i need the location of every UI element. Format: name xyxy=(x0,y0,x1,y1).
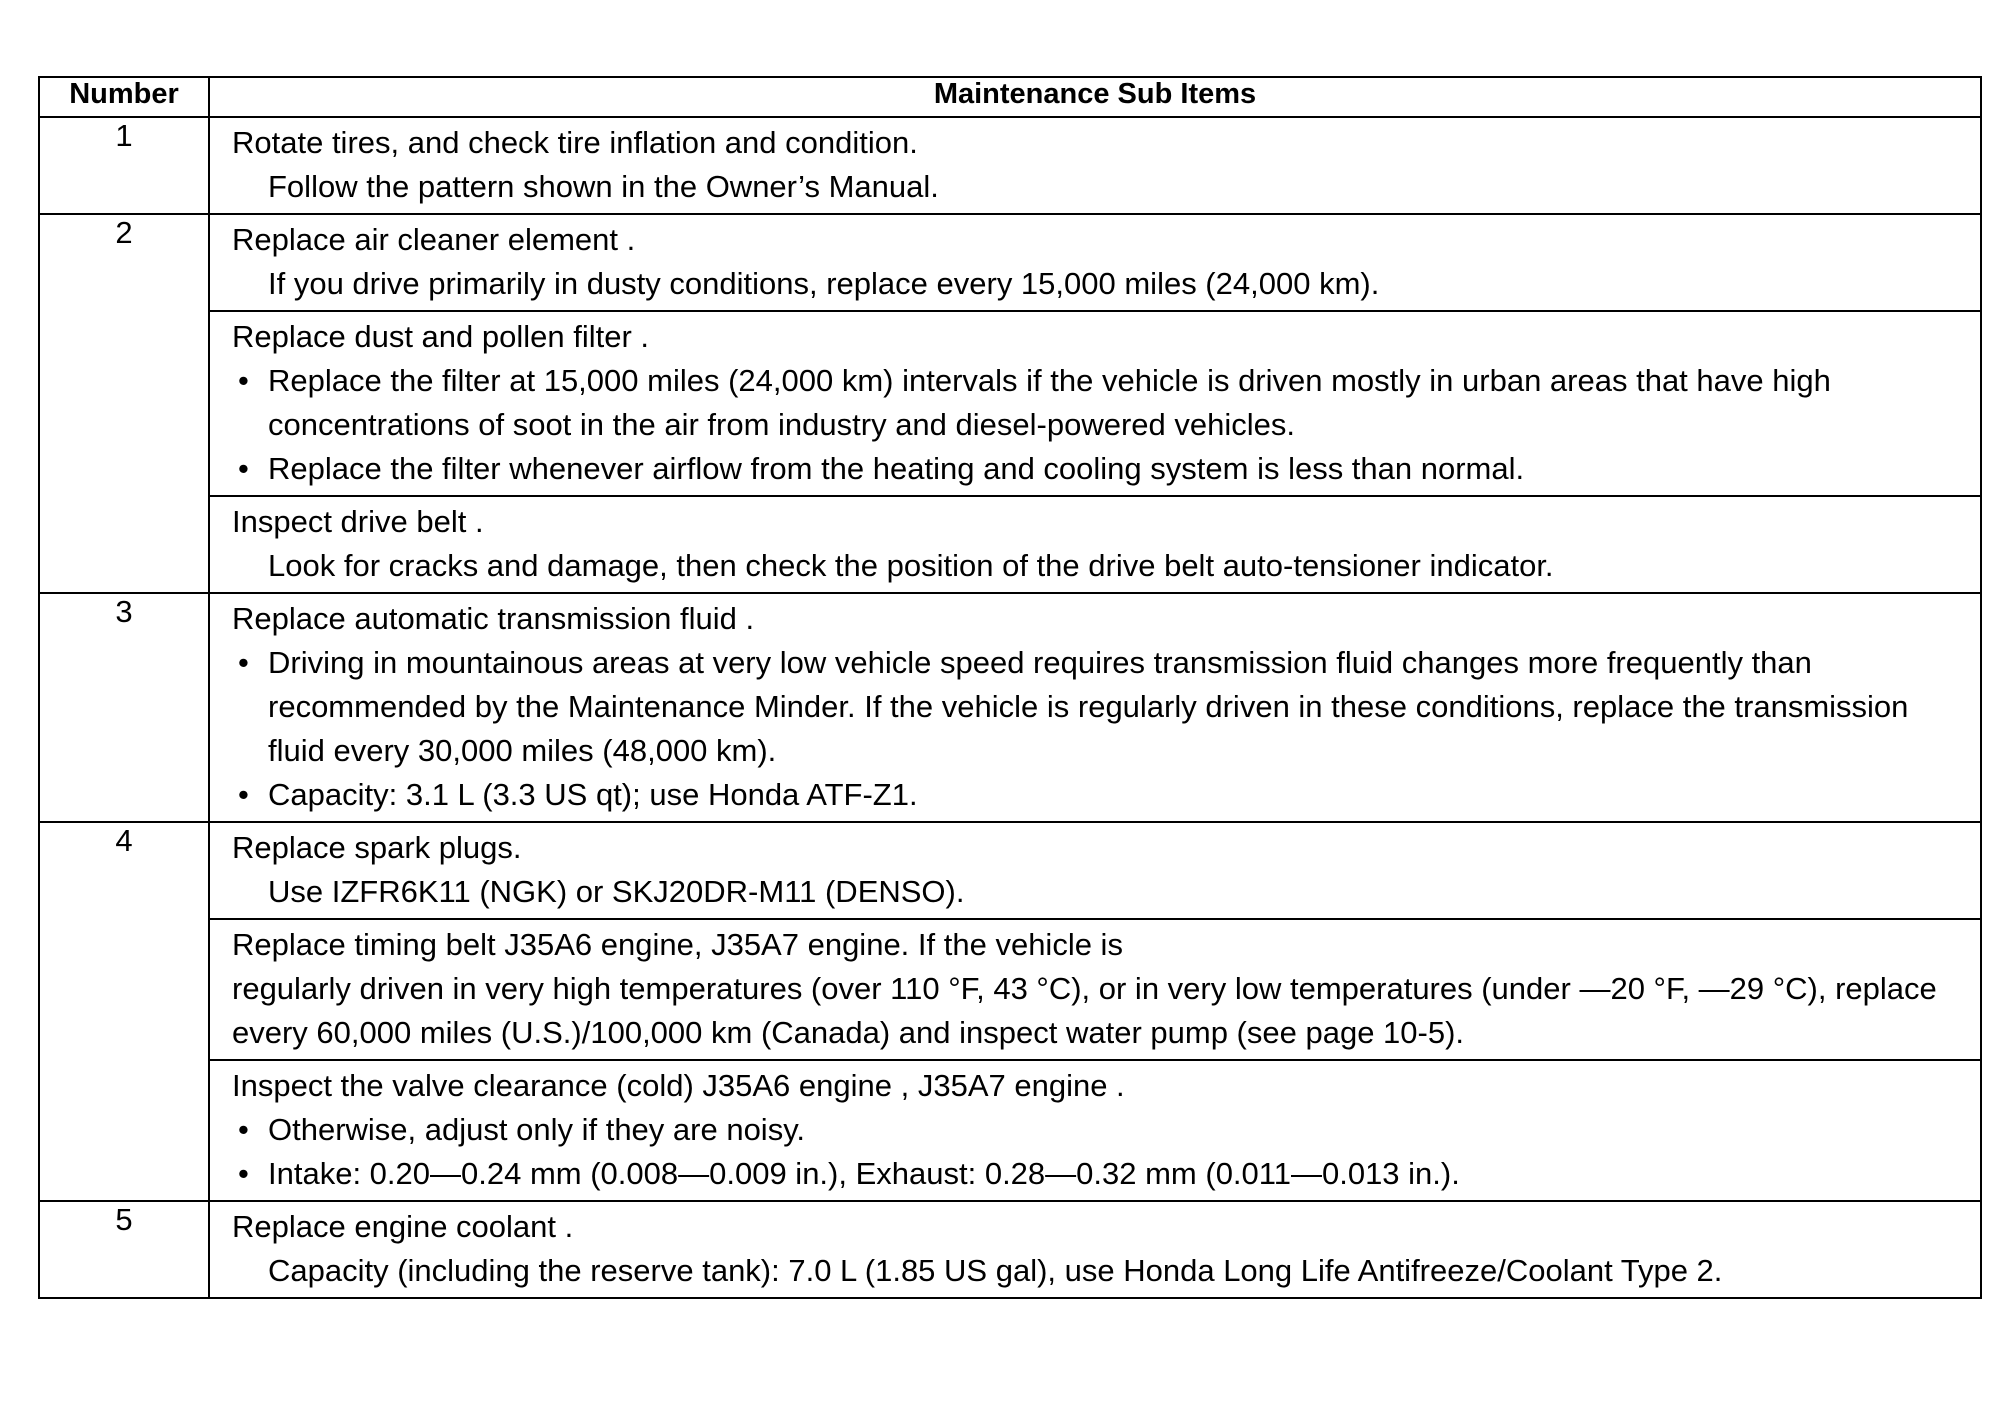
table-row xyxy=(39,214,1981,593)
row-number: 2 xyxy=(39,214,209,593)
sub-item xyxy=(210,495,1980,592)
maintenance-table xyxy=(38,76,1982,1299)
sub-item-title: Rotate tires, and check tire inflation and condition. xyxy=(232,125,918,160)
row-sub-items xyxy=(209,214,1981,593)
row-number: 1 xyxy=(39,117,209,214)
row-sub-items xyxy=(209,822,1981,1201)
row-sub-items xyxy=(209,1201,1981,1298)
sub-item-title: Replace engine coolant . xyxy=(232,1209,574,1244)
sub-item-note: Capacity (including the reserve tank): 7.0 L (1.85 US gal), use Honda Long Life Antifreeze/Coolant Type 2. xyxy=(268,1253,1723,1288)
sub-item-title: Inspect the valve clearance (cold) J35A6 engine , J35A7 engine . xyxy=(232,1068,1125,1103)
row-number: 4 xyxy=(39,822,209,1201)
row-sub-items xyxy=(209,117,1981,214)
sub-item xyxy=(210,118,1980,213)
sub-item-note: Follow the pattern shown in the Owner’s Manual. xyxy=(268,169,939,204)
sub-item xyxy=(210,215,1980,310)
sub-item-title: Replace dust and pollen filter . xyxy=(232,319,650,354)
sub-item-title: Inspect drive belt . xyxy=(232,504,484,539)
sub-item-title: Replace spark plugs. xyxy=(232,830,522,865)
sub-item-continuation: regularly driven in very high temperatures (over 110 °F, 43 °C), or in very low temperatures (under —20 °F, —29 °C), replace every 60,000 miles (U.S.)/100,000 km (Canada) and inspect water pump (see page 10-5). xyxy=(232,971,1937,1050)
sub-item-bullet: • Replace the filter whenever airflow from the heating and cooling system is less than normal. xyxy=(232,447,1966,491)
sub-item xyxy=(210,918,1980,1059)
row-sub-items xyxy=(209,593,1981,822)
sub-item xyxy=(210,1202,1980,1297)
sub-item xyxy=(210,310,1980,495)
row-number: 5 xyxy=(39,1201,209,1298)
table-row xyxy=(39,593,1981,822)
table-body xyxy=(39,117,1981,1298)
column-header-number: Number xyxy=(39,77,209,117)
sub-item-note: Use IZFR6K11 (NGK) or SKJ20DR-M11 (DENSO). xyxy=(268,874,965,909)
table-row xyxy=(39,1201,1981,1298)
table-row xyxy=(39,822,1981,1201)
sub-item xyxy=(210,1059,1980,1200)
sub-item-note: If you drive primarily in dusty conditions, replace every 15,000 miles (24,000 km). xyxy=(268,266,1380,301)
column-header-items: Maintenance Sub Items xyxy=(209,77,1981,117)
table-row xyxy=(39,117,1981,214)
sub-item-bullet: • Intake: 0.20—0.24 mm (0.008—0.009 in.), Exhaust: 0.28—0.32 mm (0.011—0.013 in.). xyxy=(232,1152,1966,1196)
sub-item-note: Look for cracks and damage, then check the position of the drive belt auto-tensioner indicator. xyxy=(268,548,1554,583)
sub-item xyxy=(210,594,1980,821)
sub-item-title: Replace timing belt J35A6 engine, J35A7 engine. If the vehicle is xyxy=(232,927,1123,962)
sub-item-bullet: • Otherwise, adjust only if they are noisy. xyxy=(232,1108,1966,1152)
sub-item xyxy=(210,823,1980,918)
row-number: 3 xyxy=(39,593,209,822)
sub-item-bullet: • Capacity: 3.1 L (3.3 US qt); use Honda ATF-Z1. xyxy=(232,773,1966,817)
sub-item-bullet: • Driving in mountainous areas at very low vehicle speed requires transmission fluid changes more frequently than recommended by the Maintenance Minder. If the vehicle is regularly driven in these conditions, replace the transmission fluid every 30,000 miles (48,000 km). xyxy=(232,641,1966,773)
sub-item-title: Replace air cleaner element . xyxy=(232,222,636,257)
table-header-row xyxy=(39,77,1981,117)
sub-item-bullet: • Replace the filter at 15,000 miles (24,000 km) intervals if the vehicle is driven mostly in urban areas that have high concentrations of soot in the air from industry and diesel-powered vehicles. xyxy=(232,359,1966,447)
sub-item-title: Replace automatic transmission fluid . xyxy=(232,601,755,636)
